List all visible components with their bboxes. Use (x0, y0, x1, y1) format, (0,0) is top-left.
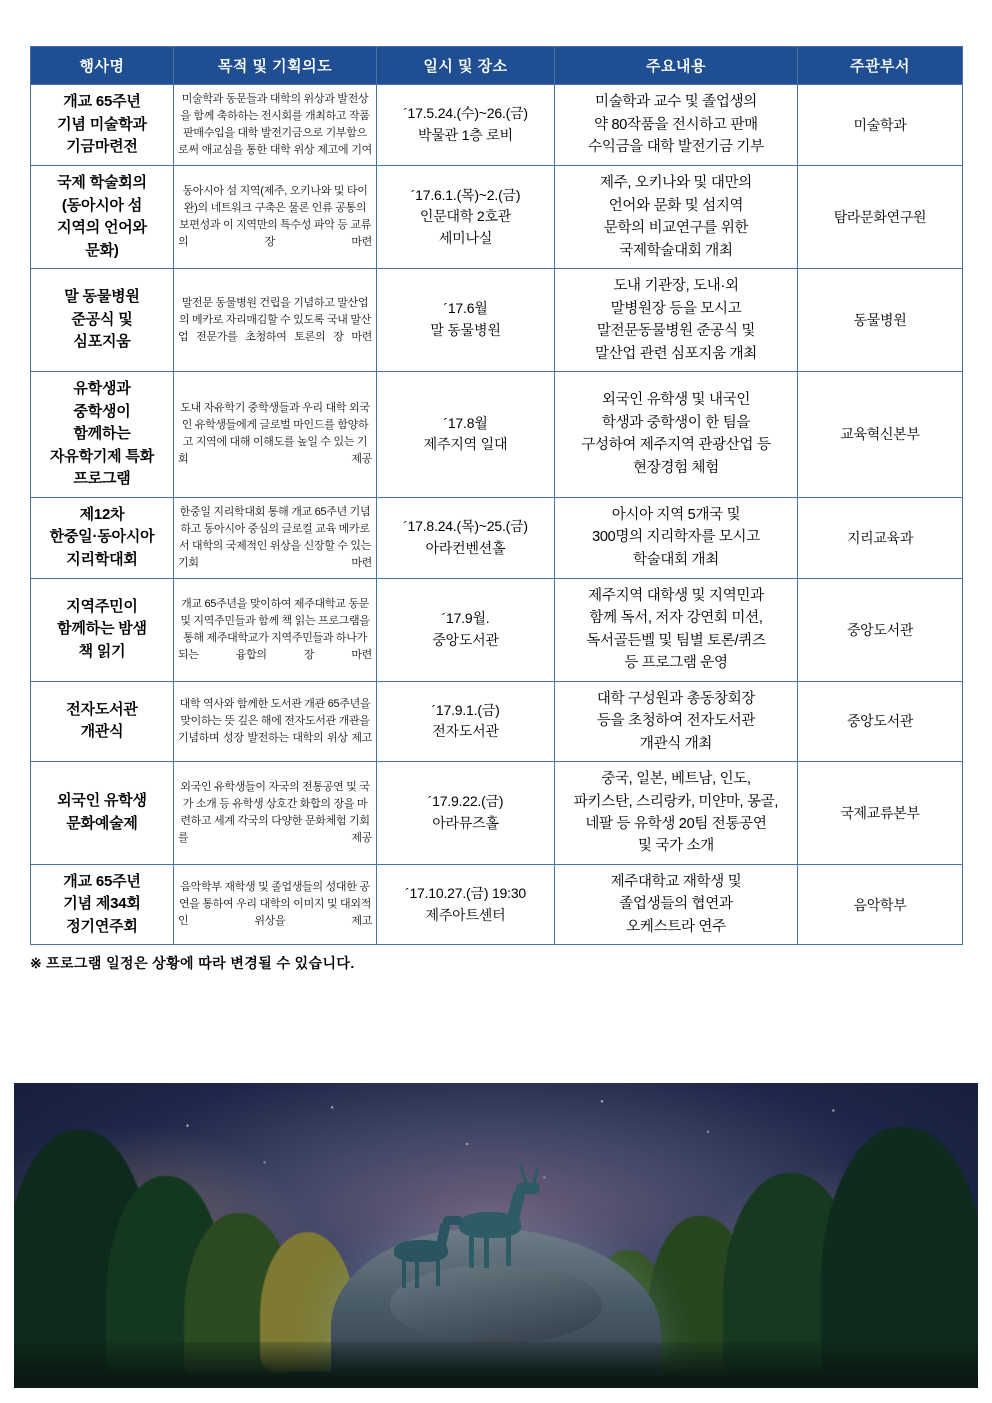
cell-purpose: 말전문 동물병원 건립을 기념하고 말산업의 메카로 자리매김할 수 있도록 국내 말산업 전문가를 초청하여 토론의 장 마련 (174, 269, 377, 372)
cell-date-place: ´17.6월 말 동물병원 (377, 269, 555, 372)
column-header-purpose: 목적 및 기획의도 (174, 47, 377, 85)
cell-purpose: 개교 65주년을 맞이하여 제주대학교 동문 및 지역주민들과 함께 책 읽는 프로그램을 통해 제주대학교가 지역주민들과 하나가 되는 융합의 장 마련 (174, 578, 377, 681)
cell-event-name: 유학생과 중학생이 함께하는 자유학기제 특화 프로그램 (31, 372, 174, 498)
cell-contents: 제주대학교 재학생 및 졸업생들의 협연과 오케스트라 연주 (555, 864, 798, 945)
deer-leg (402, 1260, 406, 1288)
deer-leg (436, 1260, 440, 1286)
cell-event-name: 개교 65주년 기념 제34회 정기연주회 (31, 864, 174, 945)
footnote-mark-icon: ※ (30, 955, 43, 972)
cell-date-place: ´17.10.27.(금) 19:30 제주아트센터 (377, 864, 555, 945)
cell-date-place: ´17.8.24.(목)~25.(금) 아라컨벤션홀 (377, 497, 555, 578)
cell-date-place: ´17.6.1.(목)~2.(금) 인문대학 2호관 세미나실 (377, 166, 555, 269)
deer-statue-lower-head (443, 1216, 463, 1225)
table-row (31, 578, 963, 681)
deer-leg (469, 1234, 474, 1268)
cell-event-name: 전자도서관 개관식 (31, 681, 174, 761)
cell-event-name: 말 동물병원 준공식 및 심포지움 (31, 269, 174, 372)
cell-date-place: ´17.5.24.(수)~26.(금) 박물관 1층 로비 (377, 85, 555, 166)
cell-purpose: 한중일 지리학대회 통해 개교 65주년 기념하고 동아시아 중심의 글로컬 교육 메카로서 대학의 국제적인 위상을 신장할 수 있는 기회 마련 (174, 497, 377, 578)
foreground-ground (14, 1342, 978, 1388)
cell-purpose: 음악학부 재학생 및 졸업생들의 성대한 공연을 통하여 우리 대학의 이미지 및 대외적인 위상을 제고 (174, 864, 377, 945)
cell-purpose: 외국인 유학생들이 자국의 전통공연 및 국가 소개 등 유학생 상호간 화합의 장을 마련하고 세계 각국의 다양한 문화체험 기회를 제공 (174, 762, 377, 865)
table-row (31, 269, 963, 372)
cell-event-name: 국제 학술회의 (동아시아 섬 지역의 언어와 문화) (31, 166, 174, 269)
cell-date-place: ´17.9.1.(금) 전자도서관 (377, 681, 555, 761)
footnote (30, 953, 992, 973)
cell-department: 교육혁신본부 (798, 372, 963, 498)
footnote-text: 프로그램 일정은 상황에 따라 변경될 수 있습니다. (46, 955, 355, 972)
cell-contents: 도내 기관장, 도내·외 말병원장 등을 모시고 말전문동물병원 준공식 및 말산업 관련 심포지움 개최 (555, 269, 798, 372)
cell-department: 동물병원 (798, 269, 963, 372)
cell-department: 미술학과 (798, 85, 963, 166)
cell-contents: 대학 구성원과 총동창회장 등을 초청하여 전자도서관 개관식 개최 (555, 681, 798, 761)
table-row (31, 762, 963, 865)
table-row (31, 372, 963, 498)
table-row (31, 85, 963, 166)
column-header-department: 주관부서 (798, 47, 963, 85)
cell-purpose: 도내 자유학기 중학생들과 우리 대학 외국인 유학생들에게 글로벌 마인드를 함양하고 지역에 대해 이해도를 높일 수 있는 기회 제공 (174, 372, 377, 498)
column-header-event-name: 행사명 (31, 47, 174, 85)
table-row (31, 681, 963, 761)
deer-leg (484, 1234, 489, 1268)
cell-contents: 제주, 오키나와 및 대만의 언어와 문화 및 섬지역 문학의 비교연구를 위한 국제학술대회 개최 (555, 166, 798, 269)
cell-department: 중앙도서관 (798, 578, 963, 681)
cell-department: 국제교류본부 (798, 762, 963, 865)
cell-contents: 외국인 유학생 및 내국인 학생과 중학생이 한 팀을 구성하여 제주지역 관광산업 등 현장경험 체험 (555, 372, 798, 498)
column-header-date-place: 일시 및 장소 (377, 47, 555, 85)
cell-date-place: ´17.9월. 중앙도서관 (377, 578, 555, 681)
cell-department: 중앙도서관 (798, 681, 963, 761)
deer-leg (415, 1260, 419, 1288)
cell-contents: 아시아 지역 5개국 및 300명의 지리학자를 모시고 학술대회 개최 (555, 497, 798, 578)
cell-purpose: 미술학과 동문들과 대학의 위상과 발전상을 함께 축하하는 전시회를 개최하고 작품판매수입을 대학 발전기금으로 기부함으로써 애교심을 통한 대학 위상 제고에 기여 (174, 85, 377, 166)
cell-contents: 미술학과 교수 및 졸업생의 약 80작품을 전시하고 판매 수익금을 대학 발전기금 기부 (555, 85, 798, 166)
schedule-table (30, 46, 963, 945)
table-row (31, 166, 963, 269)
cell-event-name: 외국인 유학생 문화예술제 (31, 762, 174, 865)
cell-purpose: 대학 역사와 함께한 도서관 개관 65주년을 맞이하는 뜻 깊은 해에 전자도서관 개관을 기념하며 성장 발전하는 대학의 위상 제고 (174, 681, 377, 761)
cell-event-name: 지역주민이 함께하는 밤샘 책 읽기 (31, 578, 174, 681)
cell-purpose: 동아시아 섬 지역(제주, 오키나와 및 타이완)의 네트워크 구축은 물론 인류 공통의 보편성과 이 지역만의 특수성 파악 등 교류의 장 마련 (174, 166, 377, 269)
cell-department: 탐라문화연구원 (798, 166, 963, 269)
cell-department: 지리교육과 (798, 497, 963, 578)
table-row (31, 864, 963, 945)
table-header-row (31, 47, 963, 85)
cell-date-place: ´17.9.22.(금) 아라뮤즈홀 (377, 762, 555, 865)
cell-event-name: 제12차 한중일·동아시아 지리학대회 (31, 497, 174, 578)
campus-night-photo (14, 1083, 978, 1388)
column-header-contents: 주요내용 (555, 47, 798, 85)
cell-event-name: 개교 65주년 기념 미술학과 기금마련전 (31, 85, 174, 166)
cell-date-place: ´17.8월 제주지역 일대 (377, 372, 555, 498)
table-row (31, 497, 963, 578)
table-head (31, 47, 963, 85)
cell-department: 음악학부 (798, 864, 963, 945)
table-body (31, 85, 963, 945)
cell-contents: 중국, 일본, 베트남, 인도, 파키스탄, 스리랑카, 미얀마, 몽골, 네팔 등 유학생 20팀 전통공연 및 국가 소개 (555, 762, 798, 865)
deer-leg (506, 1234, 511, 1266)
cell-contents: 제주지역 대학생 및 지역민과 함께 독서, 저자 강연회 미션, 독서골든벨 및 팀별 토론/퀴즈 등 프로그램 운영 (555, 578, 798, 681)
